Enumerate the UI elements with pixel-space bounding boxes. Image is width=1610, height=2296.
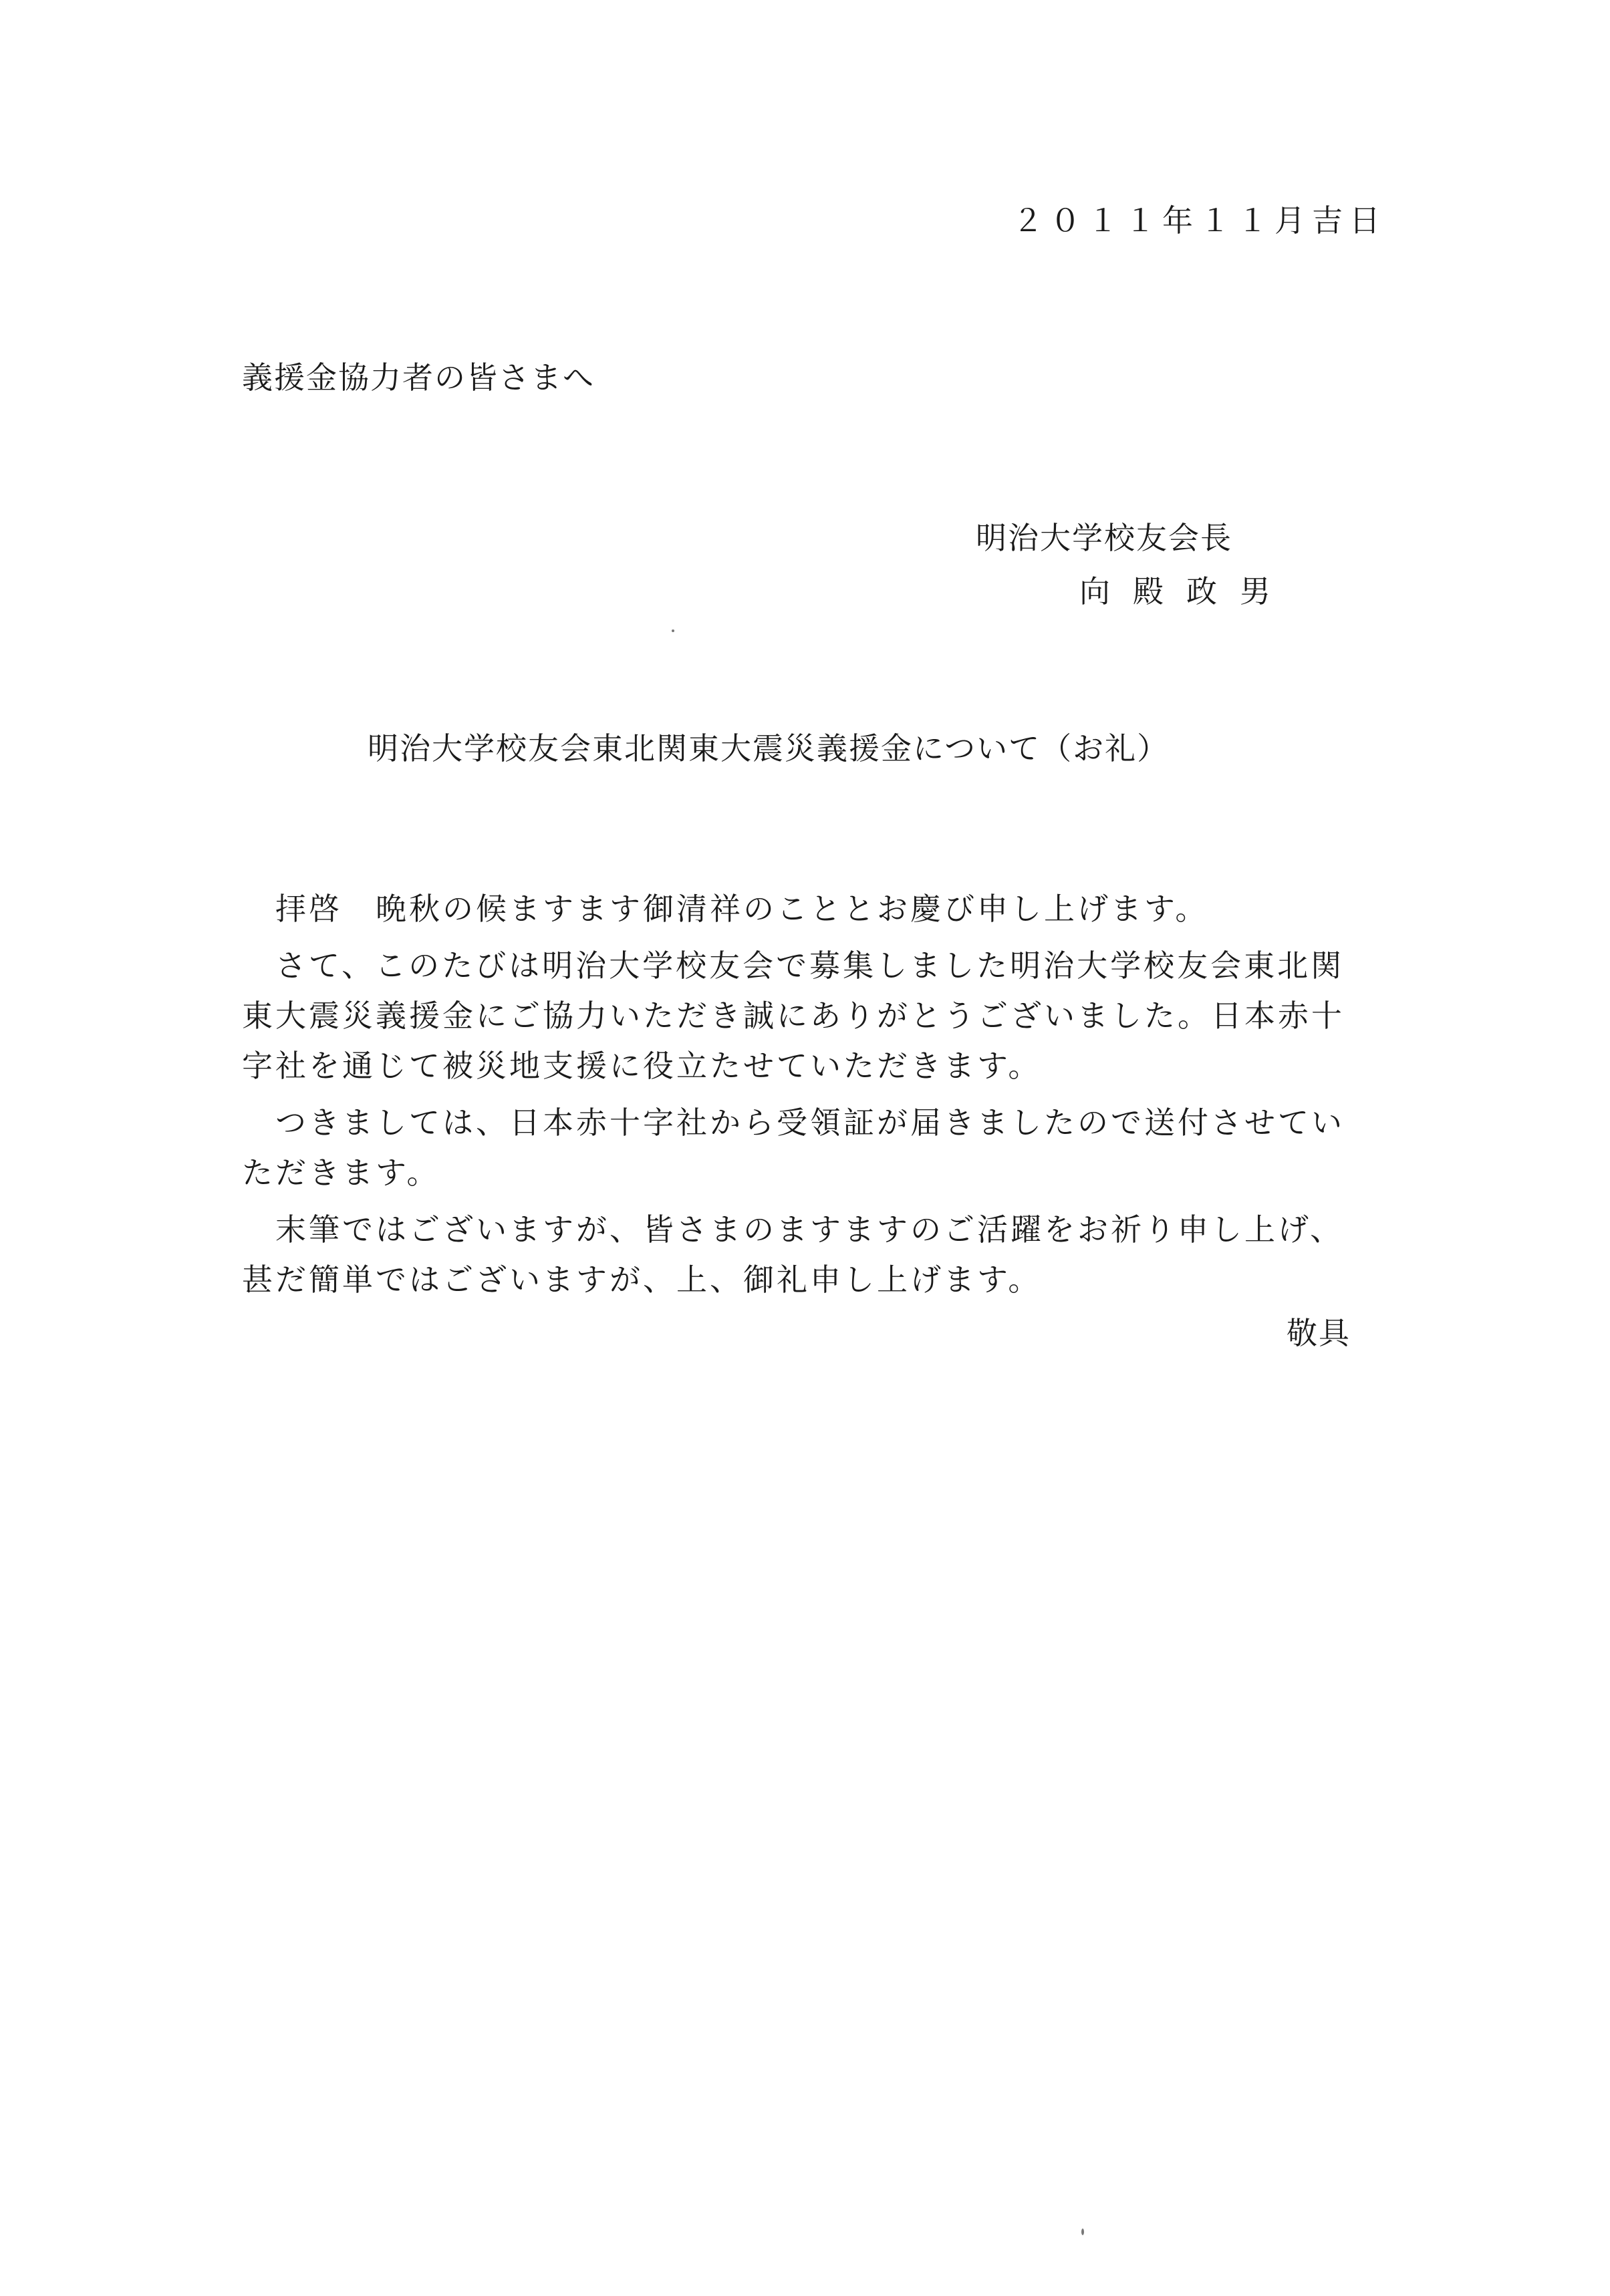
letter-date: ２０１１年１１月吉日 — [1013, 202, 1387, 239]
body-line: 字社を通じて被災地支援に役立たせていただきます。 — [242, 1048, 1042, 1084]
body-line: 拝啓 晩秋の候ますます御清祥のこととお慶び申し上げます。 — [242, 891, 1209, 927]
scan-speck — [1081, 2229, 1084, 2235]
body-line: ただきます。 — [242, 1155, 440, 1191]
scan-speck — [672, 629, 674, 632]
letter-closing: 敬具 — [1287, 1315, 1351, 1351]
body-line: さて、このたびは明治大学校友会で募集しました明治大学校友会東北関 — [242, 948, 1345, 984]
sender-organization: 明治大学校友会長 — [976, 520, 1232, 556]
body-line: 末筆ではございますが、皆さまのますますのご活躍をお祈り申し上げ、 — [242, 1211, 1344, 1248]
body-line: 甚だ簡単ではございますが、上、御礼申し上げます。 — [242, 1262, 1042, 1298]
letter-title: 明治大学校友会東北関東大震災義援金について（お礼） — [368, 730, 1170, 766]
sender-name: 向殿政男 — [1079, 573, 1293, 609]
letter-recipient: 義援金協力者の皆さまへ — [242, 360, 595, 396]
body-line: つきましては、日本赤十字社から受領証が届きましたので送付させてい — [242, 1105, 1345, 1141]
body-line: 東大震災義援金にご協力いただき誠にありがとうございました。日本赤十 — [242, 998, 1345, 1034]
